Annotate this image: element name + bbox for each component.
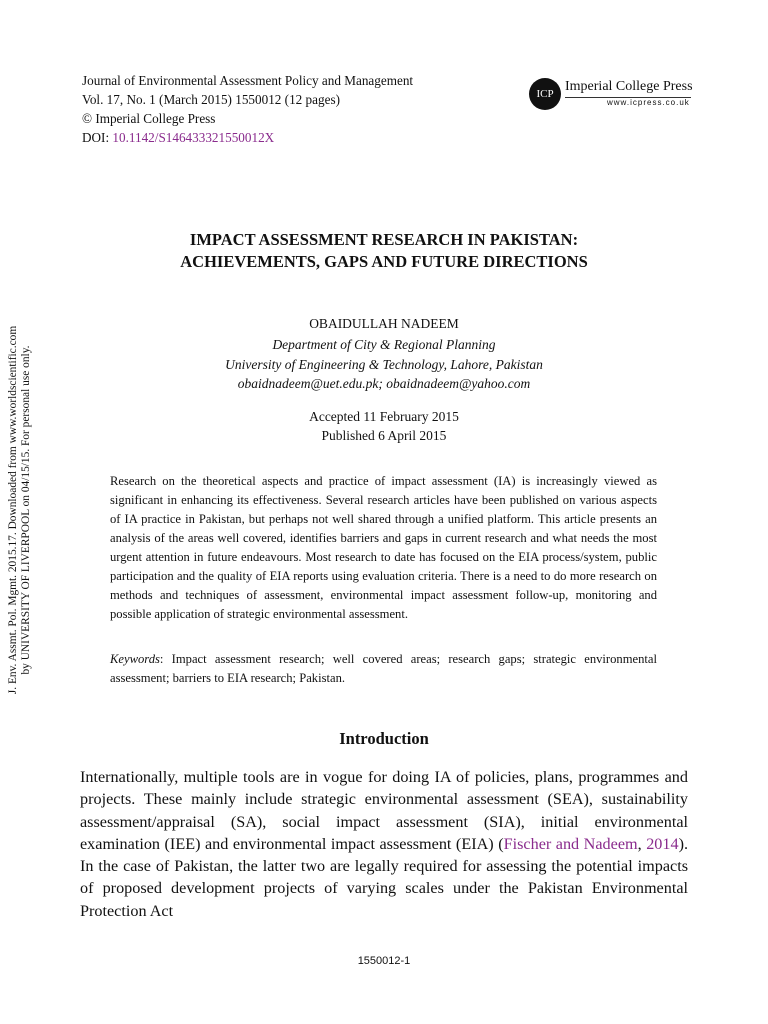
intro-text-start: Internationally, multiple tools are in vogue for doing IA of policies, plans, programmes and projects. These mainly include strategic environmental assessment (SEA), sustainability assessment/appraisal (SA), social impact assessment (SIA), initial environmental examination (IEE) and environmental impact assessment (EIA) ( xyxy=(80,768,688,853)
download-watermark xyxy=(0,310,40,710)
watermark-line-1: J. Env. Assmt. Pol. Mgmt. 2015.17. Downloaded from www.worldscientific.com xyxy=(7,325,19,695)
publisher-logo xyxy=(527,78,692,112)
publisher-name: Imperial College Press xyxy=(565,79,693,94)
citation-separator: , xyxy=(637,834,647,853)
university: University of Engineering & Technology, Lahore, Pakistan xyxy=(225,356,543,372)
doi-line xyxy=(82,128,413,147)
article-dates xyxy=(80,407,688,445)
watermark-line-2: by UNIVERSITY OF LIVERPOOL on 04/15/15. For personal use only. xyxy=(20,345,32,675)
journal-name: Journal of Environmental Assessment Policy and Management xyxy=(82,73,414,88)
author-emails: obaidnadeem@uet.edu.pk; obaidnadeem@yahoo.com xyxy=(237,376,531,391)
published-date: Published 6 April 2015 xyxy=(321,428,447,443)
keywords xyxy=(110,650,657,688)
article-title xyxy=(80,229,688,273)
keywords-label: Keywords xyxy=(110,652,160,666)
abstract: Research on the theoretical aspects and practice of impact assessment (IA) is increasingly viewed as significant in enhancing its effectiveness. Several research articles have been published on various aspects of IA practice in Pakistan, but perhaps not well shared through a unified platform. This article presents an analysis of the areas well covered, identifies barriers and gaps in current research and what needs the most urgent attention in future endeavours. Most research to date has focused on the EIA process/system, public participation and the quality of EIA reports using evaluation criteria. There is a need to do more research on methods and techniques of assessment, environmental impact assessment follow-up, monitoring and possible application of strategic environmental assessment. xyxy=(110,474,657,621)
author-affiliation xyxy=(80,335,688,394)
keywords-text: : Impact assessment research; well covered areas; research gaps; strategic environmental assessment; barriers to EIA research; Pakistan. xyxy=(110,652,657,685)
accepted-date: Accepted 11 February 2015 xyxy=(309,409,459,424)
citation-link-authors[interactable]: Fischer and Nadeem xyxy=(503,834,638,853)
author-name: OBAIDULLAH NADEEM xyxy=(309,316,459,331)
copyright: © Imperial College Press xyxy=(82,111,216,126)
doi-label: DOI: xyxy=(82,130,113,145)
volume-info: Vol. 17, No. 1 (March 2015) 1550012 (12 pages) xyxy=(82,92,340,107)
citation-link-year[interactable]: 2014 xyxy=(646,834,679,853)
introduction-paragraph xyxy=(80,766,688,922)
intro-text-end: ). In the case of Pakistan, the latter two are legally required for assessing the potential impacts of proposed development projects of varying scales under the Pakistan Environmental Protection Act xyxy=(80,834,688,920)
title-line-1: IMPACT ASSESSMENT RESEARCH IN PAKISTAN: xyxy=(189,230,579,249)
page-number: 1550012-1 xyxy=(357,955,411,967)
journal-header xyxy=(82,71,413,147)
section-heading-introduction: Introduction xyxy=(339,729,429,748)
department: Department of City & Regional Planning xyxy=(272,337,496,352)
doi-link[interactable]: 10.1142/S146433321550012X xyxy=(112,130,275,145)
icp-logo-icon: ICP xyxy=(529,78,561,110)
publisher-url: www.icpress.co.uk xyxy=(607,98,690,107)
title-line-2: ACHIEVEMENTS, GAPS AND FUTURE DIRECTIONS xyxy=(180,252,588,271)
